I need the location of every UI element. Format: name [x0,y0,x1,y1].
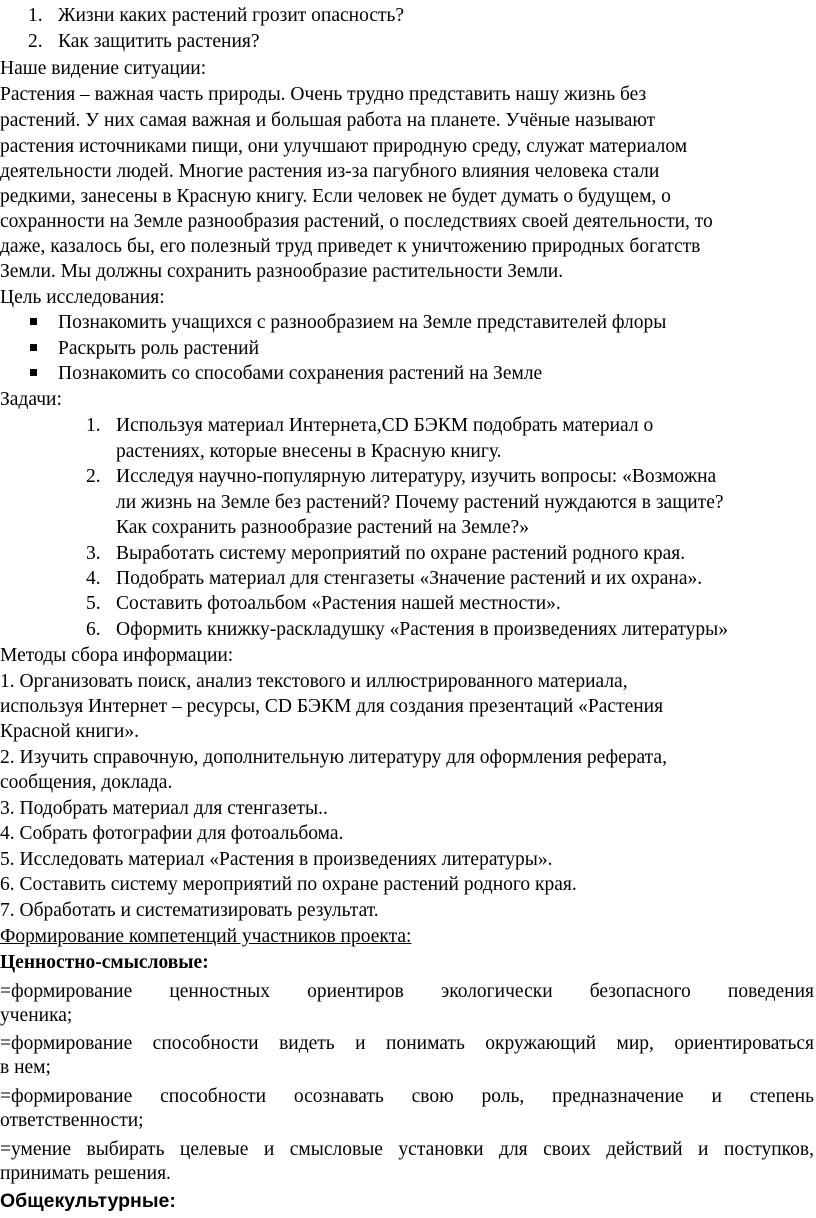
question-text: Как защитить растения? [58,31,260,52]
values-item-line: в нем; [0,1057,51,1078]
bullet-icon [30,369,37,376]
question-text: Жизни каких растений грозит опасность? [58,5,405,26]
vision-line: растений. У них самая важная и большая работа на планете. Учёные называют [0,110,656,131]
vision-line: Растения – важная часть природы. Очень трудно представить нашу жизнь без [0,84,647,105]
competence-heading: Формирование компетенций участников проекта: [0,926,412,947]
task-line: Оформить книжку-раскладушку «Растения в произведениях литературы» [116,619,729,640]
bullet-icon [30,344,37,351]
task-line: Исследуя научно-популярную литературу, изучить вопросы: «Возможна [116,466,717,487]
vision-line: деятельности людей. Многие растения из-за пагубного влияния человека стали [0,161,660,182]
task-line: растениях, которые внесены в Красную книгу. [116,441,502,462]
vision-line: даже, казалось бы, его полезный труд приведет к уничтожению природных богатств [0,236,701,257]
values-item-line: =формирование ценностных ориентиров экологически безопасного поведения [0,981,814,1002]
values-item-line: =умение выбирать целевые и смысловые установки для своих действий и поступков, [0,1139,814,1160]
methods-heading: Методы сбора информации: [0,645,234,666]
values-item-line: принимать решения. [0,1163,171,1184]
methods-line: 2. Изучить справочную, дополнительную литературу для оформления реферата, [0,747,667,768]
task-number: 2. [86,466,101,487]
task-line: Используя материал Интернета,CD БЭКМ подобрать материал о [116,415,654,436]
methods-line: 5. Исследовать материал «Растения в произведениях литературы». [0,849,553,870]
task-line: Подобрать материал для стенгазеты «Значение растений и их охрана». [116,568,703,589]
goal-item: Раскрыть роль растений [58,338,260,359]
vision-line: редкими, занесены в Красную книгу. Если человек не будет думать о будущем, о [0,186,671,207]
values-heading: Ценностно-смысловые: [0,952,209,973]
vision-line: сохранности на Земле разнообразия растений, о последствиях своей деятельности, то [0,211,713,232]
methods-line: 3. Подобрать материал для стенгазеты.. [0,798,328,819]
methods-line: 4. Собрать фотографии для фотоальбома. [0,823,344,844]
task-line: ли жизнь на Земле без растений? Почему растений нуждаются в защите? [116,492,724,513]
task-line: Составить фотоальбом «Растения нашей местности». [116,593,561,614]
vision-line: Земли. Мы должны сохранить разнообразие растительности Земли. [0,261,564,282]
task-line: Как сохранить разнообразие растений на Земле?» [116,517,529,538]
values-item-line: =формирование способности видеть и понимать окружающий мир, ориентироваться [0,1033,814,1054]
task-number: 5. [86,593,101,614]
vision-heading: Наше видение ситуации: [0,58,207,79]
methods-line: Красной книги». [0,721,139,742]
goal-item: Познакомить со способами сохранения растений на Земле [58,363,543,384]
question-number: 1. [28,5,43,26]
bullet-icon [30,318,37,325]
question-number: 2. [28,31,43,52]
methods-line: 7. Обработать и систематизировать результат. [0,900,379,921]
values-item-line: =формирование способности осознавать свою роль, предназначение и степень [0,1086,814,1107]
methods-line: сообщения, доклада. [0,772,173,793]
goal-heading: Цель исследования: [0,287,165,308]
tasks-heading: Задачи: [0,389,62,410]
values-item-line: ученика; [0,1005,73,1026]
vision-line: растения источниками пищи, они улучшают природную среду, служат материалом [0,136,688,157]
task-number: 3. [86,543,101,564]
methods-line: 6. Составить систему мероприятий по охране растений родного края. [0,874,577,895]
task-number: 4. [86,568,101,589]
task-number: 6. [86,619,101,640]
task-line: Выработать систему мероприятий по охране растений родного края. [116,543,686,564]
cultural-heading: Общекультурные: [0,1190,176,1212]
values-item-line: ответственности; [0,1110,144,1131]
methods-line: 1. Организовать поиск, анализ текстового и иллюстрированного материала, [0,671,628,692]
task-number: 1. [86,415,101,436]
goal-item: Познакомить учащихся с разнообразием на Земле представителей флоры [58,312,667,333]
methods-line: используя Интернет – ресурсы, CD БЭКМ для создания презентаций «Растения [0,696,664,717]
